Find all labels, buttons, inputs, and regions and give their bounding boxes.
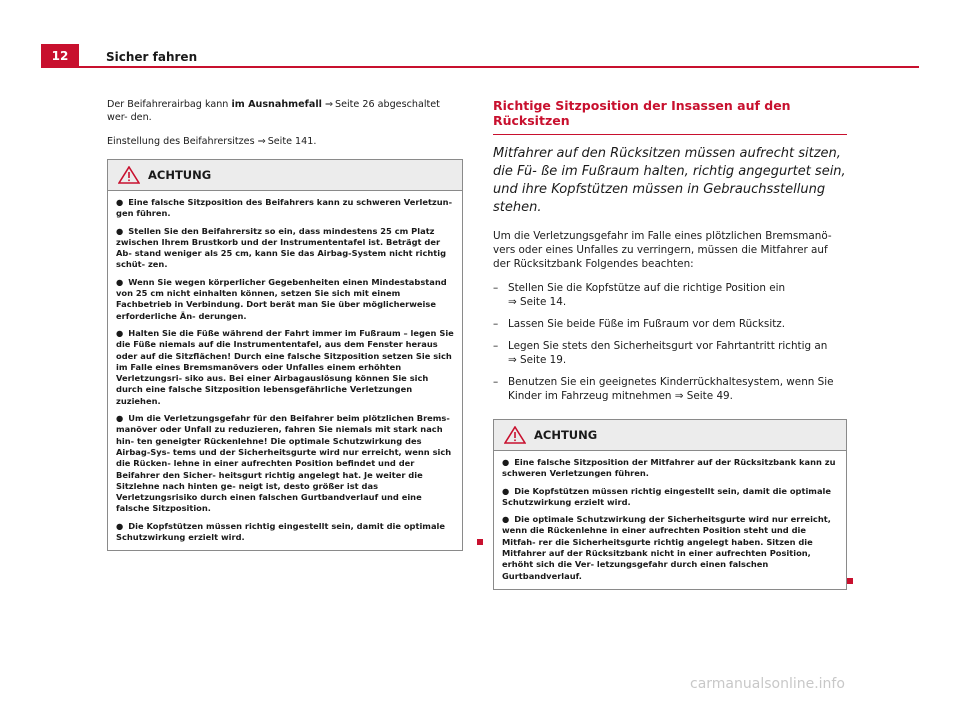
exception-emphasis: im Ausnahmefall [231,99,322,110]
warning-body [494,451,846,589]
warning-header [494,420,846,451]
warning-item: ● Halten Sie die Füße während der Fahrt immer im Fußraum – legen Sie die Füße niemals auf die Instrumententafel, aus dem Fenster heraus oder auf die Sitzflächen! Durch eine falsche Sitzposition setzen Sie sich im Falle eines Bremsmanövers oder Unfalles einem erhöhten Verletzungsri- siko aus. Bei einer Airbagauslösung können Sie sich durch eine falsche Sitzposition lebensgefährliche Verletzungen zuziehen. [116,327,454,406]
warning-triangle-icon [504,426,526,444]
seat-adjust-note: Einstellung des Beifahrersitzes ⇒ Seite 141. [107,136,317,147]
arrow-ref-icon: ⇒ [257,136,266,147]
page-ref-link[interactable]: ⇒ Seite 14. [508,296,567,308]
warning-item: ● Die optimale Schutzwirkung der Sicherheitsgurte wird nur erreicht, wenn die Rückenlehne in einer aufrechten Position steht und die Mitfah- rer die Sicherheitsgurte richtig angelegt haben. Sitzen die Mitfahrer auf der Rücksitzbank nicht in einer aufrechten Position, erhöht sich die Ver- letzungsgefahr durch einen falschen Gurtbandverlauf. [502,514,831,581]
arrow-ref-icon: ⇒ [324,99,333,110]
warning-box-rear [493,419,847,590]
warning-item: ● Die Kopfstützen müssen richtig eingestellt sein, damit die optimale Schutzwirkung erzielt wird. [502,485,832,507]
warning-item: ● Wenn Sie wegen körperlicher Gegebenheiten einen Mindestabstand von 25 cm nicht einhalten können, setzen Sie sich mit einem Fachbetrieb in Verbindung. Dort berät man Sie über möglicherweise erforderliche Än- derungen. [116,276,447,321]
section-rule [493,134,847,135]
warning-title: ACHTUNG [534,428,598,442]
section-title: Richtige Sitzposition der Insassen auf den Rücksitzen [493,98,791,128]
list-item: – Lassen Sie beide Füße im Fußraum vor dem Rücksitz. [493,318,786,330]
watermark: carmanualsonline.info [690,676,845,692]
warning-body [108,191,462,550]
warning-triangle-icon [118,166,140,184]
right-column [493,98,847,590]
warning-box-front [107,159,463,551]
page-ref-link[interactable]: Seite 26 abgeschaltet wer- den. [107,99,440,123]
warning-item: ● Die Kopfstützen müssen richtig eingestellt sein, damit die optimale Schutzwirkung erzielt wird. [116,520,446,543]
warning-title: ACHTUNG [148,168,212,182]
left-column [107,98,463,551]
lead-paragraph: Mitfahrer auf den Rücksitzen müssen aufrecht sitzen, die Fü- ße im Fußraum halten, richtig angegurtet sein, und ihre Kopfstützen müssen in Gebrauchsstellung stehen. [493,146,846,215]
airbag-note: Der Beifahrerairbag kann im Ausnahmefall ⇒ Seite 26 abgeschaltet wer- den. [107,99,440,123]
end-of-section-marker [847,578,853,584]
page-ref-link[interactable]: Seite 141. [267,136,317,147]
warning-item: ● Eine falsche Sitzposition der Mitfahrer auf der Rücksitzbank kann zu schweren Verletzungen führen. [502,457,836,479]
instruction-list [493,281,847,403]
list-item: – Stellen Sie die Kopfstütze auf die richtige Position ein ⇒ Seite 14. [493,281,847,309]
warning-header [108,160,462,191]
intro-paragraph: Um die Verletzungsgefahr im Falle eines plötzlichen Bremsmanö- vers oder eines Unfalles zu verringern, müssen die Mitfahrer auf der Rücksitzbank Folgendes beachten: [493,230,832,270]
page-ref-link[interactable]: ⇒ Seite 19. [508,354,567,366]
page-number: 12 [41,44,79,68]
warning-item: ● Um die Verletzungsgefahr für den Beifahrer beim plötzlichen Brems- manöver oder Unfall zu reduzieren, fahren Sie niemals mit stark nach hin- ten geneigter Rückenlehne! Die optimale Schutzwirkung des Airbag-Sys- tems und der Sicherheitsgurte wird nur erreicht, wenn sich die Rücken- lehne in einer aufrechten Position befindet und der Beifahrer den Sicher- heitsgurt richtig angelegt hat. Je weiter die Sitzlehne nach hinten ge- neigt ist, desto größer ist das Verletzungsrisiko durch einen falschen Gurtbandverlauf und eine falsche Sitzposition. [116,413,452,514]
warning-item: ● Stellen Sie den Beifahrersitz so ein, dass mindestens 25 cm Platz zwischen Ihrem Brustkorb und der Instrumententafel ist. Beträgt der Ab- stand weniger als 25 cm, kann Sie das Airbag-System nicht richtig schüt- zen. [116,225,447,270]
list-item: – Benutzen Sie ein geeignetes Kinderrückhaltesystem, wenn Sie Kinder im Fahrzeug mitnehmen ⇒ Seite 49. [493,376,834,402]
page-header-title: Sicher fahren [106,50,198,64]
header-rule [79,66,919,68]
end-of-section-marker [477,539,483,545]
warning-item: ● Eine falsche Sitzposition des Beifahrers kann zu schweren Verletzun- gen führen. [116,197,453,219]
list-item: – Legen Sie stets den Sicherheitsgurt vor Fahrtantritt richtig an ⇒ Seite 19. [493,339,847,367]
